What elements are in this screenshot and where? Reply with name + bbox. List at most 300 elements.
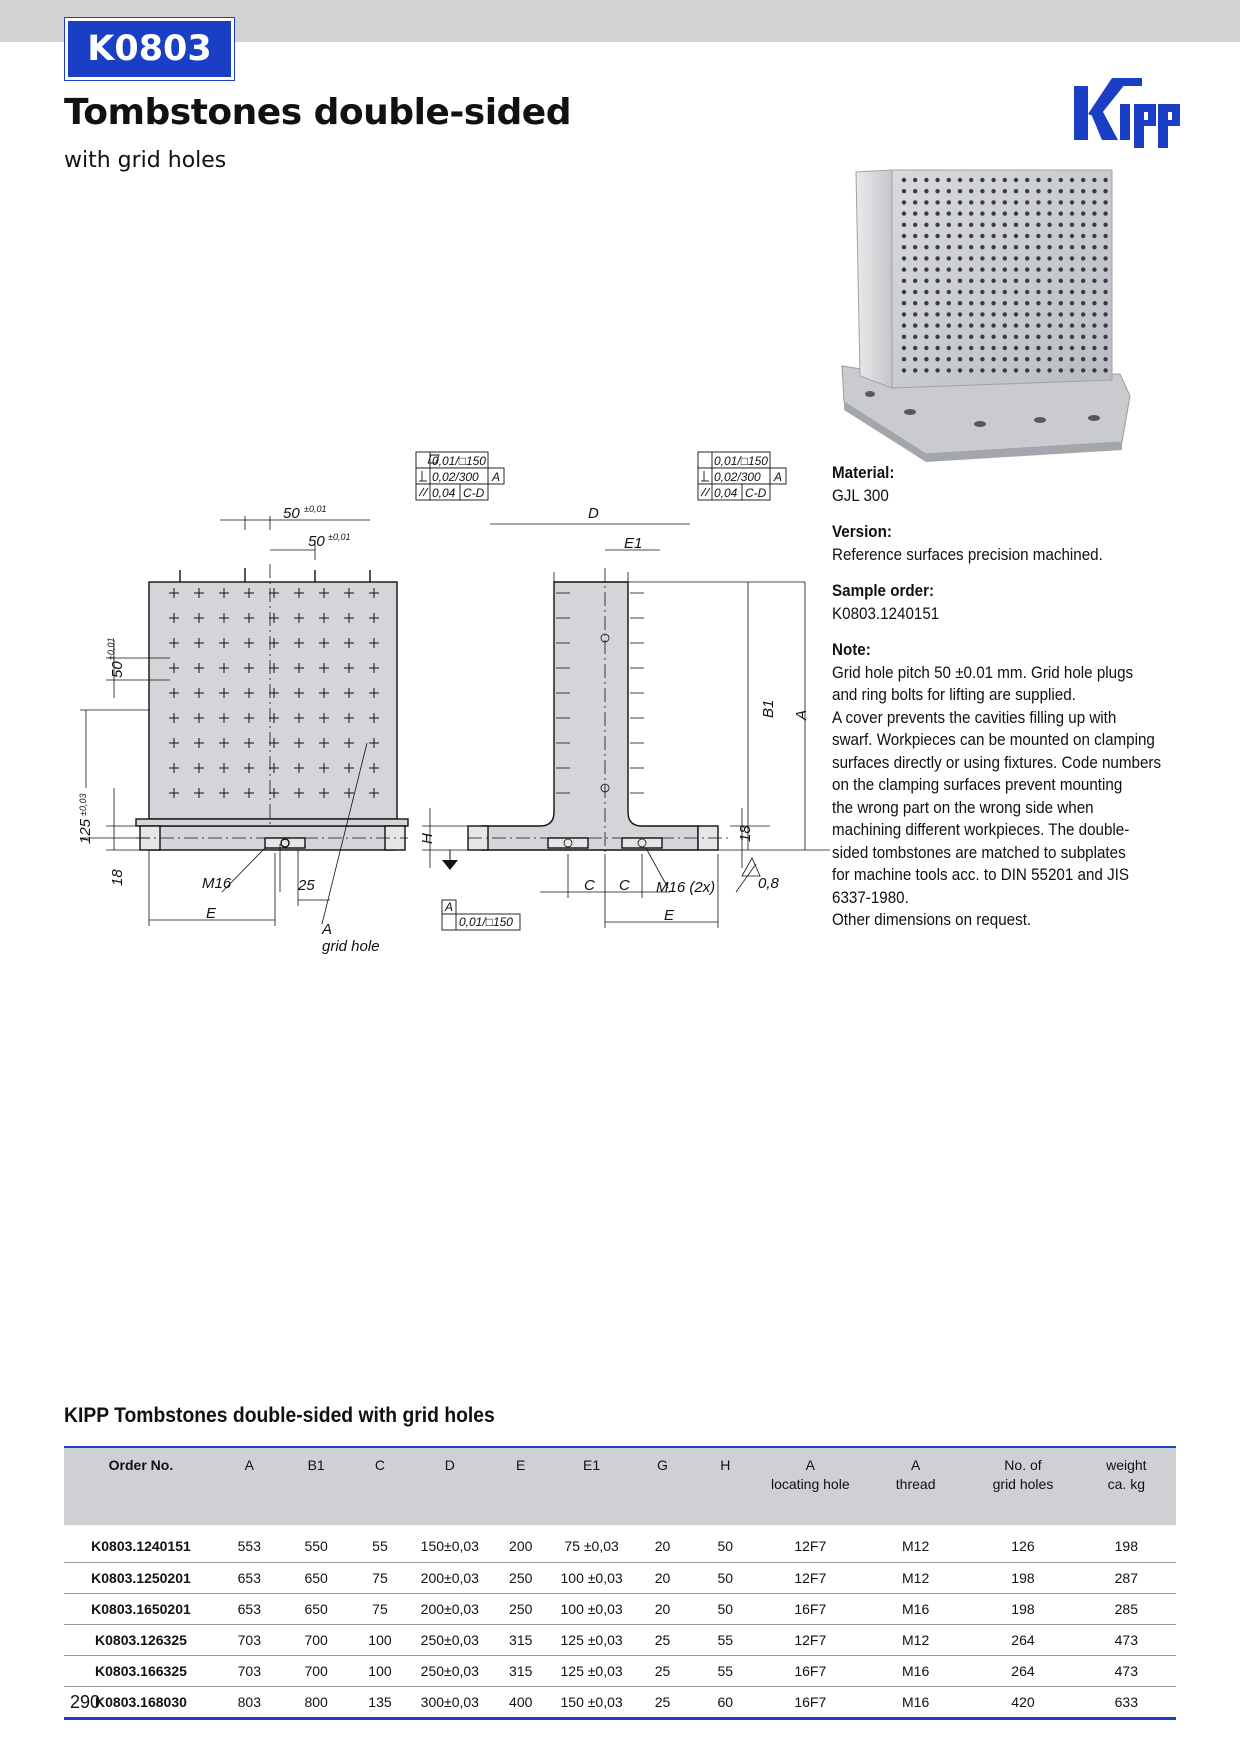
photo-grid-hole: [1059, 245, 1063, 249]
note-line: 6337-1980.: [832, 888, 909, 907]
photo-grid-hole: [980, 335, 984, 339]
photo-grid-hole: [902, 312, 906, 316]
table-cell: 473: [1077, 1656, 1176, 1687]
photo-grid-hole: [991, 312, 995, 316]
column-header: C: [374, 1457, 386, 1473]
photo-grid-hole: [1070, 223, 1074, 227]
photo-grid-hole: [947, 312, 951, 316]
photo-grid-hole: [1092, 301, 1096, 305]
photo-grid-hole: [1047, 323, 1051, 327]
column-header: B1: [307, 1457, 325, 1473]
photo-grid-hole: [935, 200, 939, 204]
photo-grid-hole: [947, 267, 951, 271]
photo-grid-hole: [980, 323, 984, 327]
photo-grid-hole: [935, 234, 939, 238]
note-line: swarf. Workpieces can be mounted on clamping: [832, 731, 1155, 749]
column-header: H: [720, 1457, 731, 1473]
photo-grid-hole: [1025, 267, 1029, 271]
dim-18-right: 18: [737, 825, 754, 842]
photo-grid-hole: [1059, 368, 1063, 372]
photo-grid-hole: [1036, 234, 1040, 238]
grid-hole-label: grid hole: [322, 938, 380, 955]
photo-grid-hole: [991, 223, 995, 227]
product-code-badge: K0803: [65, 18, 234, 80]
photo-grid-hole: [958, 279, 962, 283]
photo-grid-hole: [991, 200, 995, 204]
photo-grid-hole: [1103, 357, 1107, 361]
photo-grid-hole: [1036, 279, 1040, 283]
photo-grid-hole: [1059, 200, 1063, 204]
photo-grid-hole: [947, 189, 951, 193]
photo-grid-hole: [1103, 346, 1107, 350]
photo-grid-hole: [991, 279, 995, 283]
order-number-cell: K0803.1250201: [64, 1563, 218, 1594]
table-cell: 400: [491, 1687, 550, 1719]
photo-grid-hole: [902, 211, 906, 215]
photo-grid-hole: [1014, 267, 1018, 271]
photo-grid-hole: [935, 223, 939, 227]
photo-grid-hole: [1003, 267, 1007, 271]
photo-grid-hole: [935, 290, 939, 294]
photo-grid-hole: [1003, 357, 1007, 361]
photo-grid-hole: [1081, 189, 1085, 193]
photo-grid-hole: [1070, 357, 1074, 361]
photo-grid-hole: [947, 245, 951, 249]
table-cell: 250: [491, 1563, 550, 1594]
order-number-cell: K0803.168030: [64, 1687, 218, 1719]
photo-grid-hole: [1081, 178, 1085, 182]
table-cell: 20: [633, 1525, 692, 1563]
table-cell: 800: [281, 1687, 352, 1719]
photo-grid-hole: [1070, 290, 1074, 294]
photo-grid-hole: [958, 178, 962, 182]
photo-grid-hole: [935, 368, 939, 372]
dim-e1: E1: [624, 535, 643, 552]
photo-grid-hole: [1092, 346, 1096, 350]
photo-grid-hole: [935, 335, 939, 339]
photo-grid-hole: [1036, 211, 1040, 215]
photo-grid-hole: [935, 245, 939, 249]
photo-grid-hole: [1036, 189, 1040, 193]
table-row: [64, 1687, 1176, 1719]
photo-grid-hole: [1047, 279, 1051, 283]
table-cell: 700: [281, 1625, 352, 1656]
photo-grid-hole: [1092, 223, 1096, 227]
photo-grid-hole: [924, 256, 928, 260]
table-cell: 250±0,03: [408, 1656, 491, 1687]
photo-grid-hole: [924, 267, 928, 271]
table-cell: 150±0,03: [408, 1525, 491, 1563]
table-cell: M16: [862, 1594, 969, 1625]
note-line: Other dimensions on request.: [832, 911, 1032, 929]
photo-grid-hole: [947, 346, 951, 350]
photo-grid-hole: [902, 335, 906, 339]
photo-grid-hole: [1081, 323, 1085, 327]
photo-grid-hole: [935, 178, 939, 182]
photo-grid-hole: [924, 200, 928, 204]
table-cell: 287: [1077, 1563, 1176, 1594]
photo-grid-hole: [1014, 346, 1018, 350]
photo-grid-hole: [1003, 200, 1007, 204]
photo-grid-hole: [1103, 323, 1107, 327]
photo-grid-hole: [1047, 312, 1051, 316]
dim-pitch-h2: 50: [308, 533, 325, 550]
dim-25: 25: [298, 877, 315, 894]
photo-grid-hole: [1092, 178, 1096, 182]
photo-grid-hole: [1081, 346, 1085, 350]
photo-grid-hole: [1047, 234, 1051, 238]
note-line: surfaces directly or using fixtures. Code numbers: [832, 753, 1162, 772]
photo-grid-hole: [958, 346, 962, 350]
table-cell: M12: [862, 1563, 969, 1594]
photo-grid-hole: [991, 178, 995, 182]
photo-grid-hole: [969, 357, 973, 361]
dim-m16-2x: M16 (2x): [656, 879, 716, 896]
table-cell: M12: [862, 1625, 969, 1656]
photo-grid-hole: [991, 368, 995, 372]
photo-grid-hole: [924, 357, 928, 361]
table-cell: 135: [352, 1687, 409, 1719]
dim-a-right: A: [793, 709, 810, 720]
photo-grid-hole: [913, 301, 917, 305]
photo-grid-hole: [980, 245, 984, 249]
fcf-parallel-right: 0,04: [714, 486, 738, 500]
dim-a-left: A: [322, 921, 333, 938]
photo-grid-hole: [1059, 323, 1063, 327]
photo-grid-hole: [902, 346, 906, 350]
table-cell: 25: [633, 1656, 692, 1687]
order-number-cell: K0803.126325: [64, 1625, 218, 1656]
photo-grid-hole: [1025, 245, 1029, 249]
table-cell: 250±0,03: [408, 1625, 491, 1656]
photo-grid-hole: [1014, 368, 1018, 372]
column-header: E1: [583, 1457, 601, 1473]
photo-grid-hole: [924, 301, 928, 305]
photo-grid-hole: [1059, 256, 1063, 260]
photo-grid-hole: [1025, 234, 1029, 238]
photo-grid-hole: [947, 223, 951, 227]
photo-grid-hole: [969, 223, 973, 227]
photo-grid-hole: [1092, 279, 1096, 283]
photo-grid-hole: [902, 279, 906, 283]
photo-grid-hole: [924, 290, 928, 294]
photo-grid-hole: [1003, 323, 1007, 327]
photo-grid-hole: [1014, 312, 1018, 316]
table-row: [64, 1563, 1176, 1594]
photo-grid-hole: [1103, 234, 1107, 238]
photo-grid-hole: [947, 178, 951, 182]
photo-grid-hole: [1003, 211, 1007, 215]
photo-grid-hole: [1025, 346, 1029, 350]
fcf-perp-left: 0,02/300: [432, 470, 479, 484]
photo-grid-hole: [958, 189, 962, 193]
photo-grid-hole: [969, 256, 973, 260]
dim-h: H: [419, 833, 436, 844]
table-cell: 198: [969, 1563, 1076, 1594]
photo-grid-hole: [980, 312, 984, 316]
photo-grid-hole: [1103, 312, 1107, 316]
note-text: [832, 662, 1163, 932]
photo-grid-hole: [1081, 357, 1085, 361]
photo-grid-hole: [913, 323, 917, 327]
photo-grid-hole: [947, 211, 951, 215]
table-cell: M12: [862, 1525, 969, 1563]
table-cell: 653: [218, 1594, 281, 1625]
photo-grid-hole: [1014, 211, 1018, 215]
photo-grid-hole: [913, 211, 917, 215]
photo-grid-hole: [1036, 267, 1040, 271]
table-cell: 55: [352, 1525, 409, 1563]
photo-grid-hole: [1014, 323, 1018, 327]
photo-grid-hole: [1014, 357, 1018, 361]
sample-order-label: Sample order:: [832, 582, 935, 600]
table-cell: 50: [692, 1594, 759, 1625]
photo-grid-hole: [1003, 335, 1007, 339]
table-row: [64, 1656, 1176, 1687]
photo-grid-hole: [935, 301, 939, 305]
photo-grid-hole: [1025, 189, 1029, 193]
table-cell: 553: [218, 1525, 281, 1563]
photo-grid-hole: [1092, 357, 1096, 361]
photo-grid-hole: [969, 346, 973, 350]
table-cell: 264: [969, 1625, 1076, 1656]
dim-c1: C: [584, 877, 595, 894]
page-subtitle: with grid holes: [64, 148, 227, 173]
photo-grid-hole: [1036, 290, 1040, 294]
product-info: [832, 462, 1163, 946]
photo-grid-hole: [1070, 267, 1074, 271]
photo-grid-hole: [935, 256, 939, 260]
photo-grid-hole: [947, 234, 951, 238]
fcf-flatness-right: 0,01/□150: [714, 454, 768, 468]
photo-grid-hole: [947, 200, 951, 204]
photo-grid-hole: [1036, 178, 1040, 182]
dim-c2: C: [619, 877, 630, 894]
photo-grid-hole: [1003, 178, 1007, 182]
photo-grid-hole: [1014, 279, 1018, 283]
photo-grid-hole: [924, 279, 928, 283]
photo-grid-hole: [1081, 312, 1085, 316]
photo-grid-hole: [902, 323, 906, 327]
photo-grid-hole: [1014, 189, 1018, 193]
photo-grid-hole: [980, 234, 984, 238]
photo-grid-hole: [980, 357, 984, 361]
photo-grid-hole: [1014, 234, 1018, 238]
table-cell: 75: [352, 1563, 409, 1594]
photo-grid-hole: [1059, 178, 1063, 182]
table-cell: 150 ±0,03: [550, 1687, 633, 1719]
photo-grid-hole: [1047, 290, 1051, 294]
photo-grid-hole: [1047, 357, 1051, 361]
photo-grid-hole: [947, 290, 951, 294]
photo-grid-hole: [958, 256, 962, 260]
table-cell: 198: [1077, 1525, 1176, 1563]
table-cell: 60: [692, 1687, 759, 1719]
photo-grid-hole: [958, 323, 962, 327]
table-cell: 200: [491, 1525, 550, 1563]
photo-grid-hole: [1070, 178, 1074, 182]
photo-grid-hole: [1003, 368, 1007, 372]
photo-grid-hole: [924, 368, 928, 372]
column-header: A locating hole: [771, 1457, 850, 1492]
photo-grid-hole: [991, 323, 995, 327]
photo-grid-hole: [1070, 211, 1074, 215]
table-header-row: [64, 1448, 1176, 1525]
photo-grid-hole: [924, 323, 928, 327]
photo-grid-hole: [1103, 335, 1107, 339]
photo-grid-hole: [1103, 245, 1107, 249]
photo-grid-hole: [935, 267, 939, 271]
photo-grid-hole: [1047, 368, 1051, 372]
table-cell: 12F7: [759, 1525, 862, 1563]
dim-125-tol: ±0,03: [78, 793, 88, 816]
photo-grid-hole: [958, 312, 962, 316]
photo-grid-hole: [1036, 357, 1040, 361]
photo-grid-hole: [1047, 178, 1051, 182]
order-number-cell: K0803.1240151: [64, 1525, 218, 1563]
photo-grid-hole: [958, 357, 962, 361]
photo-grid-hole: [991, 346, 995, 350]
photo-grid-hole: [924, 335, 928, 339]
photo-grid-hole: [1036, 245, 1040, 249]
table-cell: 633: [1077, 1687, 1176, 1719]
photo-grid-hole: [1047, 256, 1051, 260]
page-title: Tombstones double-sided: [64, 92, 571, 133]
photo-grid-hole: [1059, 357, 1063, 361]
photo-grid-hole: [991, 290, 995, 294]
table-cell: 803: [218, 1687, 281, 1719]
photo-grid-hole: [1059, 223, 1063, 227]
kipp-logo: [1070, 74, 1186, 158]
photo-grid-hole: [902, 234, 906, 238]
photo-grid-hole: [1003, 223, 1007, 227]
photo-grid-hole: [1036, 335, 1040, 339]
photo-grid-hole: [1036, 323, 1040, 327]
photo-grid-hole: [1103, 301, 1107, 305]
note-line: sided tombstones are matched to subplates: [832, 843, 1126, 862]
photo-grid-hole: [935, 323, 939, 327]
photo-grid-hole: [1014, 223, 1018, 227]
photo-grid-hole: [958, 368, 962, 372]
photo-grid-hole: [958, 335, 962, 339]
photo-grid-hole: [1003, 312, 1007, 316]
photo-grid-hole: [1103, 200, 1107, 204]
photo-grid-hole: [1014, 200, 1018, 204]
photo-grid-hole: [1081, 301, 1085, 305]
photo-grid-hole: [947, 323, 951, 327]
fcf-bottom: 0,01/□150: [459, 915, 513, 929]
table-cell: 264: [969, 1656, 1076, 1687]
dim-125: 125: [77, 818, 94, 844]
photo-grid-hole: [1014, 335, 1018, 339]
photo-grid-hole: [958, 200, 962, 204]
photo-grid-hole: [969, 368, 973, 372]
table-cell: 125 ±0,03: [550, 1625, 633, 1656]
photo-grid-hole: [991, 267, 995, 271]
photo-grid-hole: [1036, 301, 1040, 305]
photo-grid-hole: [1014, 290, 1018, 294]
table-cell: 550: [281, 1525, 352, 1563]
dim-b1: B1: [760, 699, 777, 718]
table-cell: 100 ±0,03: [550, 1563, 633, 1594]
table-cell: 100 ±0,03: [550, 1594, 633, 1625]
photo-grid-hole: [958, 301, 962, 305]
table-cell: M16: [862, 1656, 969, 1687]
photo-grid-hole: [1025, 178, 1029, 182]
photo-grid-hole: [1059, 301, 1063, 305]
photo-grid-hole: [969, 323, 973, 327]
note-line: on the clamping surfaces prevent mounting: [832, 776, 1123, 794]
photo-grid-hole: [958, 223, 962, 227]
table-cell: 100: [352, 1656, 409, 1687]
photo-grid-hole: [902, 223, 906, 227]
table-row: [64, 1594, 1176, 1625]
table-cell: 650: [281, 1594, 352, 1625]
photo-grid-hole: [980, 290, 984, 294]
photo-grid-hole: [902, 256, 906, 260]
photo-grid-hole: [913, 256, 917, 260]
column-header: E: [516, 1457, 526, 1473]
note-line: for machine tools acc. to DIN 55201 and JIS: [832, 866, 1130, 884]
material-label: Material:: [832, 464, 895, 482]
dim-d: D: [588, 505, 599, 522]
photo-grid-hole: [924, 223, 928, 227]
table-cell: 50: [692, 1563, 759, 1594]
version-value: Reference surfaces precision machined.: [832, 545, 1103, 564]
photo-grid-hole: [1070, 279, 1074, 283]
photo-grid-hole: [935, 279, 939, 283]
table-cell: 25: [633, 1687, 692, 1719]
photo-grid-hole: [958, 267, 962, 271]
photo-grid-hole: [980, 200, 984, 204]
photo-grid-hole: [902, 189, 906, 193]
photo-grid-hole: [1025, 368, 1029, 372]
photo-grid-hole: [924, 312, 928, 316]
photo-grid-hole: [1025, 357, 1029, 361]
photo-grid-hole: [1081, 234, 1085, 238]
photo-grid-hole: [1092, 211, 1096, 215]
table-cell: 653: [218, 1563, 281, 1594]
photo-grid-hole: [1070, 200, 1074, 204]
photo-grid-hole: [913, 368, 917, 372]
note-label: Note:: [832, 641, 871, 659]
photo-grid-hole: [1092, 256, 1096, 260]
photo-grid-hole: [924, 346, 928, 350]
photo-grid-hole: [1036, 200, 1040, 204]
photo-grid-hole: [1014, 256, 1018, 260]
photo-grid-hole: [1047, 301, 1051, 305]
fcf-perp-right-ref: A: [774, 470, 783, 484]
table-cell: 50: [692, 1525, 759, 1563]
photo-grid-hole: [958, 290, 962, 294]
photo-grid-hole: [947, 301, 951, 305]
photo-grid-hole: [969, 290, 973, 294]
photo-grid-hole: [980, 301, 984, 305]
column-header: weight ca. kg: [1106, 1457, 1147, 1492]
photo-grid-hole: [1092, 189, 1096, 193]
side-view: [468, 582, 718, 850]
photo-grid-hole: [947, 368, 951, 372]
photo-grid-hole: [1059, 312, 1063, 316]
table-row: [64, 1525, 1176, 1563]
photo-grid-hole: [1025, 211, 1029, 215]
version-label: Version:: [832, 523, 892, 541]
column-header: G: [657, 1457, 668, 1473]
photo-grid-hole: [947, 256, 951, 260]
material-value: GJL 300: [832, 486, 889, 505]
photo-grid-hole: [980, 368, 984, 372]
photo-grid-hole: [1036, 312, 1040, 316]
